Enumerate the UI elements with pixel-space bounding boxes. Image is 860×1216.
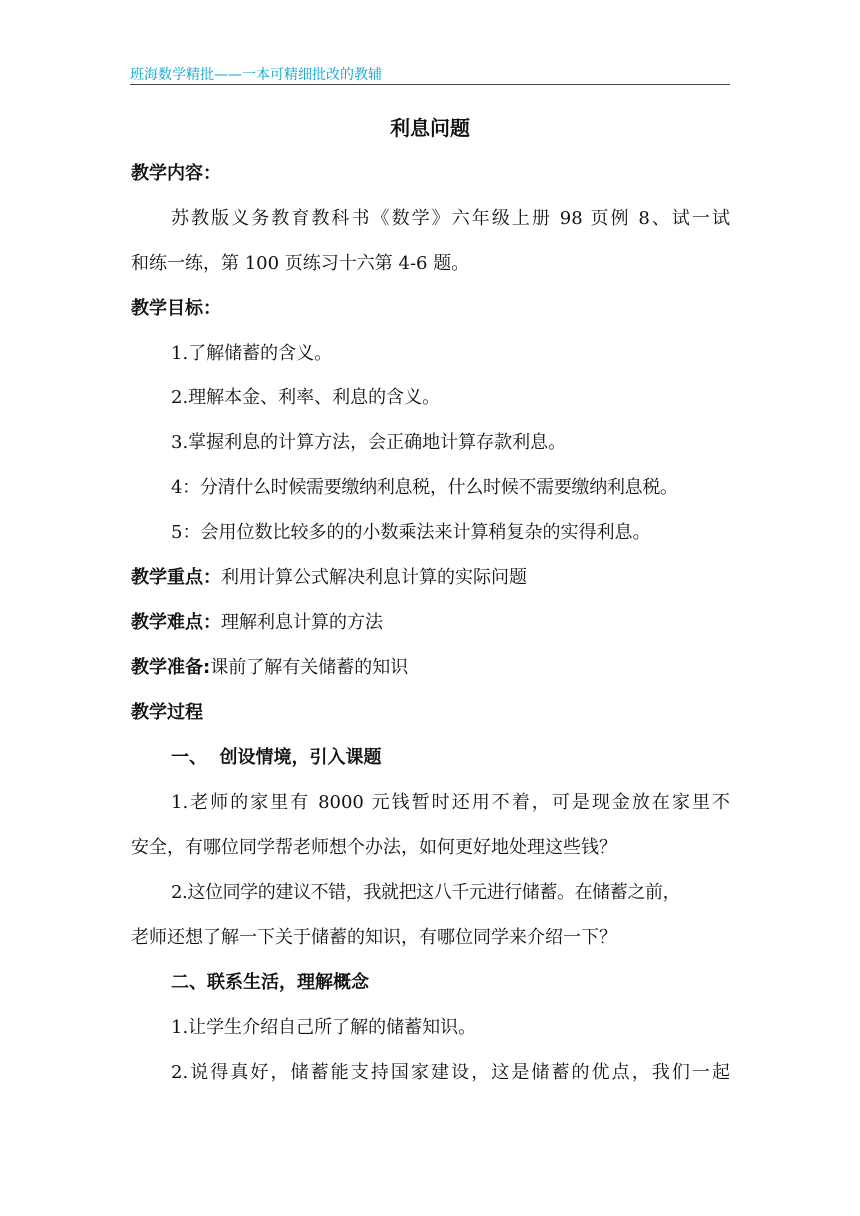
objective-item-1: 1.了解储蓄的含义。 <box>171 343 333 364</box>
section-1-p1-line1: 1.老师的家里有 8000 元钱暂时还用不着，可是现金放在家里不 <box>171 792 730 813</box>
process-heading: 教学过程 <box>131 702 203 723</box>
document-title: 利息问题 <box>390 116 470 140</box>
header-text: 班海数学精批——一本可精细批改的教辅 <box>130 67 382 83</box>
section-1-title: 一、 创设情境，引入课题 <box>171 747 382 768</box>
preparation <box>131 656 408 680</box>
section-2-p2-line1: 2.说得真好，储蓄能支持国家建设，这是储蓄的优点，我们一起 <box>171 1062 730 1083</box>
difficulty-text: 理解利息计算的方法 <box>221 612 383 633</box>
content-line-2: 和练一练，第 100 页练习十六第 4-6 题。 <box>131 253 470 274</box>
page-header <box>130 60 730 85</box>
objective-item-3: 3.掌握利息的计算方法，会正确地计算存款利息。 <box>171 432 567 453</box>
section-2-title: 二、联系生活，理解概念 <box>171 972 369 993</box>
difficulty <box>131 611 383 635</box>
section-1-p2-line2: 老师还想了解一下关于储蓄的知识，有哪位同学来介绍一下？ <box>131 927 617 948</box>
key-point <box>131 566 527 590</box>
objective-item-5: 5：会用位数比较多的的小数乘法来计算稍复杂的实得利息。 <box>171 522 651 543</box>
content-heading: 教学内容： <box>131 163 221 184</box>
key-point-label: 教学重点： <box>131 567 221 588</box>
difficulty-label: 教学难点： <box>131 612 221 633</box>
section-2-p1: 1.让学生介绍自己所了解的储蓄知识。 <box>171 1017 477 1038</box>
objective-item-2: 2.理解本金、利率、利息的含义。 <box>171 387 441 408</box>
section-1-p1-line2: 安全，有哪位同学帮老师想个办法，如何更好地处理这些钱？ <box>131 837 617 858</box>
key-point-text: 利用计算公式解决利息计算的实际问题 <box>221 567 527 588</box>
content-line-1: 苏教版义务教育教科书《数学》六年级上册 98 页例 8、试一试 <box>171 208 730 229</box>
preparation-text: 课前了解有关储蓄的知识 <box>210 657 409 678</box>
objectives-heading: 教学目标： <box>131 298 221 319</box>
section-1-p2-line1: 2.这位同学的建议不错，我就把这八千元进行储蓄。在储蓄之前， <box>171 882 681 903</box>
objective-item-4: 4：分清什么时候需要缴纳利息税，什么时候不需要缴纳利息税。 <box>171 477 678 498</box>
preparation-label: 教学准备: <box>131 657 211 678</box>
